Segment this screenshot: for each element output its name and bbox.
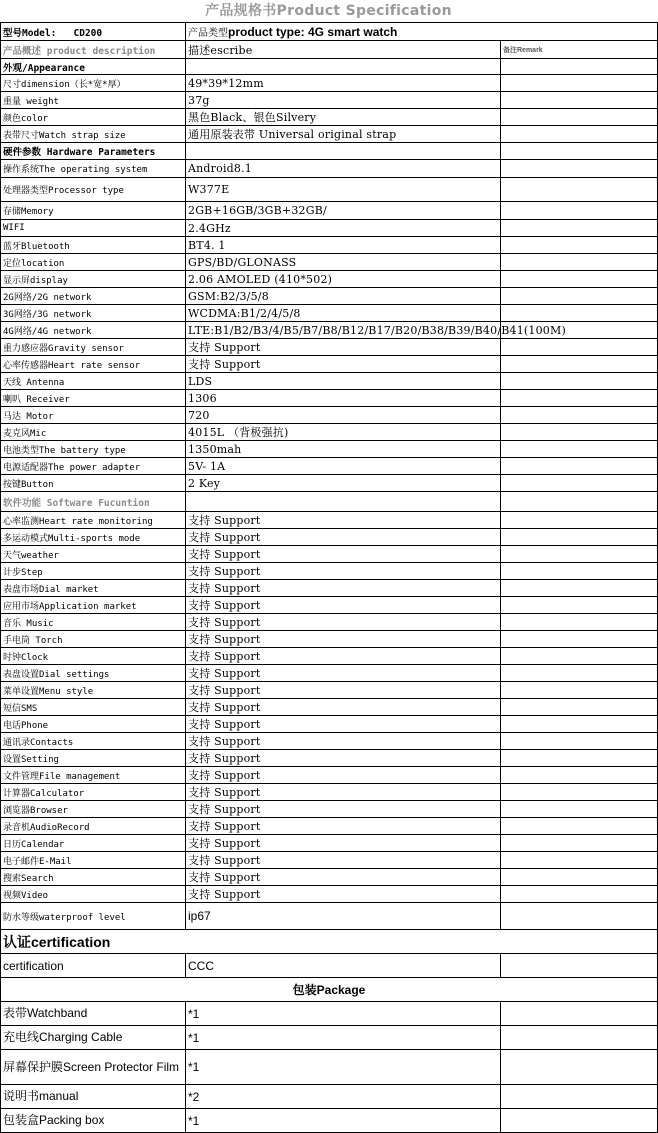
software-label: 应用市场Application market: [1, 597, 186, 614]
software-row: [1, 716, 658, 733]
appearance-value: 通用原装表带 Universal original strap: [186, 126, 501, 143]
software-row: [1, 631, 658, 648]
hardware-section-blank-3: [501, 143, 658, 160]
software-section-blank-2: [186, 492, 501, 512]
software-row: [1, 529, 658, 546]
hardware-row: [1, 288, 658, 305]
package-title: 包装Package: [1, 978, 658, 1002]
appearance-value: 黑色Black、银色Silvery: [186, 109, 501, 126]
overview-label: 产品概述 product description: [1, 41, 186, 59]
model-value: CD200: [73, 27, 103, 39]
software-remark: [501, 801, 658, 818]
hardware-label: 马达 Motor: [1, 407, 186, 424]
appearance-value: 37g: [186, 92, 501, 109]
hardware-label: 蓝牙Bluetooth: [1, 237, 186, 254]
package-row: [1, 1109, 658, 1133]
package-label: 表带Watchband: [1, 1002, 186, 1026]
software-label: 多运动模式Multi-sports mode: [1, 529, 186, 546]
software-value: 支持 Support: [186, 784, 501, 801]
software-row: [1, 835, 658, 852]
package-value: *1: [186, 1050, 501, 1085]
software-value: 支持 Support: [186, 716, 501, 733]
hardware-value: 2GB+16GB/3GB+32GB/: [186, 202, 501, 220]
certification-remark: [501, 954, 658, 978]
software-section-blank-3: [501, 492, 658, 512]
software-remark: [501, 614, 658, 631]
appearance-row: [1, 92, 658, 109]
hardware-remark: [501, 441, 658, 458]
hardware-value: LTE:B1/B2/B3/4/B5/B7/B8/B12/B17/B20/B38/B39/B40/B41(100M): [186, 322, 501, 339]
remark-header: 备注Remark: [501, 41, 658, 59]
hardware-section-title: 硬件参数 Hardware Parameters: [1, 143, 186, 160]
software-value: 支持 Support: [186, 835, 501, 852]
software-remark: [501, 784, 658, 801]
hardware-remark: [501, 390, 658, 407]
hardware-remark: [501, 220, 658, 237]
hardware-value: 支持 Support: [186, 356, 501, 373]
hardware-value: 5V- 1A: [186, 458, 501, 475]
software-label: 短信SMS: [1, 699, 186, 716]
software-remark: [501, 665, 658, 682]
software-remark: [501, 886, 658, 903]
hardware-row: [1, 339, 658, 356]
hardware-row: [1, 237, 658, 254]
certification-title: 认证certification: [1, 930, 658, 954]
package-value: *2: [186, 1085, 501, 1109]
software-label: 天气weather: [1, 546, 186, 563]
package-label: 屏幕保护膜Screen Protector Film: [1, 1050, 186, 1085]
software-label: 表盘设置Dial settings: [1, 665, 186, 682]
software-remark: [501, 699, 658, 716]
package-remark: [501, 1109, 658, 1133]
appearance-remark: [501, 92, 658, 109]
software-value: 支持 Support: [186, 580, 501, 597]
software-row: [1, 886, 658, 903]
software-remark: [501, 512, 658, 529]
hardware-label: 操作系统The operating system: [1, 160, 186, 178]
hardware-label: 电源适配器The power adapter: [1, 458, 186, 475]
hardware-value: 2.4GHz: [186, 220, 501, 237]
software-row: [1, 546, 658, 563]
hardware-label: 重力感应器Gravity sensor: [1, 339, 186, 356]
overview-row: [1, 41, 658, 59]
hardware-row: [1, 254, 658, 271]
software-remark: [501, 682, 658, 699]
software-label: 文件管理File management: [1, 767, 186, 784]
hardware-label: 麦克风Mic: [1, 424, 186, 441]
software-value: 支持 Support: [186, 801, 501, 818]
software-label: 计步Step: [1, 563, 186, 580]
software-label: 计算器Calculator: [1, 784, 186, 801]
software-remark: [501, 818, 658, 835]
hardware-row: [1, 322, 658, 339]
software-label: 电话Phone: [1, 716, 186, 733]
hardware-row: [1, 373, 658, 390]
software-remark: [501, 716, 658, 733]
certification-value: CCC: [186, 954, 501, 978]
hardware-value: WCDMA:B1/2/4/5/8: [186, 305, 501, 322]
software-remark: [501, 580, 658, 597]
hardware-label: 4G网络/4G network: [1, 322, 186, 339]
package-label: 包装盒Packing box: [1, 1109, 186, 1133]
software-remark: [501, 563, 658, 580]
certification-row: [1, 954, 658, 978]
package-value: *1: [186, 1026, 501, 1050]
document-title: 产品规格书Product Specification: [205, 3, 452, 19]
package-label: 说明书manual: [1, 1085, 186, 1109]
hardware-remark: [501, 237, 658, 254]
software-value: 支持 Support: [186, 512, 501, 529]
software-section-title: 软件功能 Software Fucuntion: [1, 492, 186, 512]
hardware-remark: [501, 407, 658, 424]
hardware-value: GSM:B2/3/5/8: [186, 288, 501, 305]
hardware-value: GPS/BD/GLONASS: [186, 254, 501, 271]
appearance-remark: [501, 75, 658, 92]
package-value: *1: [186, 1002, 501, 1026]
hardware-remark: [501, 271, 658, 288]
software-value: 支持 Support: [186, 631, 501, 648]
software-label: 视频Video: [1, 886, 186, 903]
model-label: 型号Model:: [3, 27, 57, 39]
package-section: [1, 978, 658, 1002]
software-row: [1, 869, 658, 886]
hardware-value: 1350mah: [186, 441, 501, 458]
package-row: [1, 1085, 658, 1109]
software-row: [1, 750, 658, 767]
package-remark: [501, 1085, 658, 1109]
software-remark: [501, 852, 658, 869]
hardware-value: 1306: [186, 390, 501, 407]
software-row: [1, 801, 658, 818]
software-row: [1, 733, 658, 750]
appearance-row: [1, 75, 658, 92]
certification-label: certification: [1, 954, 186, 978]
hardware-section-blank-2: [186, 143, 501, 160]
software-value: 支持 Support: [186, 733, 501, 750]
hardware-row: [1, 202, 658, 220]
appearance-section-blank-2: [186, 59, 501, 75]
product-type-value: product type: 4G smart watch: [228, 25, 398, 39]
hardware-row: [1, 220, 658, 237]
package-row: [1, 1050, 658, 1085]
waterproof-value: ip67: [186, 903, 501, 930]
hardware-label: 电池类型The battery type: [1, 441, 186, 458]
package-remark: [501, 1002, 658, 1026]
software-label: 浏览器Browser: [1, 801, 186, 818]
software-label: 搜索Search: [1, 869, 186, 886]
hardware-remark: [501, 339, 658, 356]
software-row: [1, 699, 658, 716]
hardware-label: 喇叭 Receiver: [1, 390, 186, 407]
hardware-remark: [501, 475, 658, 492]
software-section: [1, 492, 658, 512]
software-value: 支持 Support: [186, 682, 501, 699]
software-row: [1, 784, 658, 801]
hardware-label: 定位location: [1, 254, 186, 271]
package-remark: [501, 1050, 658, 1085]
software-label: 表盘市场Dial market: [1, 580, 186, 597]
software-remark: [501, 546, 658, 563]
software-remark: [501, 529, 658, 546]
software-row: [1, 818, 658, 835]
appearance-section-blank-3: [501, 59, 658, 75]
software-remark: [501, 733, 658, 750]
spec-table-body: [1, 23, 658, 1133]
product-type-label: 产品类型: [188, 28, 228, 39]
software-row: [1, 682, 658, 699]
package-row: [1, 1026, 658, 1050]
appearance-remark: [501, 126, 658, 143]
software-label: 心率监测Heart rate monitoring: [1, 512, 186, 529]
spec-table: [0, 22, 658, 1133]
appearance-label: 颜色color: [1, 109, 186, 126]
package-value: *1: [186, 1109, 501, 1133]
hardware-value: 2 Key: [186, 475, 501, 492]
hardware-remark: [501, 288, 658, 305]
model-row: [1, 23, 658, 41]
software-row: [1, 852, 658, 869]
software-value: 支持 Support: [186, 818, 501, 835]
hardware-remark: [501, 424, 658, 441]
software-value: 支持 Support: [186, 869, 501, 886]
hardware-value: 4015L （背极强抗): [186, 424, 501, 441]
waterproof-label: 防水等级waterproof level: [1, 903, 186, 930]
hardware-label: 天线 Antenna: [1, 373, 186, 390]
hardware-row: [1, 178, 658, 202]
software-label: 音乐 Music: [1, 614, 186, 631]
hardware-remark: [501, 178, 658, 202]
hardware-row: [1, 407, 658, 424]
software-row: [1, 512, 658, 529]
appearance-row: [1, 126, 658, 143]
hardware-value: BT4. 1: [186, 237, 501, 254]
software-value: 支持 Support: [186, 546, 501, 563]
hardware-label: 心率传感器Heart rate sensor: [1, 356, 186, 373]
software-row: [1, 597, 658, 614]
certification-section: [1, 930, 658, 954]
software-remark: [501, 869, 658, 886]
software-remark: [501, 597, 658, 614]
hardware-remark: [501, 254, 658, 271]
hardware-label: 显示屏display: [1, 271, 186, 288]
hardware-value: Android8.1: [186, 160, 501, 178]
hardware-value: 支持 Support: [186, 339, 501, 356]
hardware-label: 存储Memory: [1, 202, 186, 220]
software-value: 支持 Support: [186, 665, 501, 682]
software-label: 日历Calendar: [1, 835, 186, 852]
hardware-label: 处理器类型Processor type: [1, 178, 186, 202]
software-value: 支持 Support: [186, 767, 501, 784]
software-label: 手电筒 Torch: [1, 631, 186, 648]
waterproof-remark: [501, 903, 658, 930]
software-row: [1, 614, 658, 631]
software-value: 支持 Support: [186, 529, 501, 546]
appearance-label: 表带尺寸Watch strap size: [1, 126, 186, 143]
software-label: 通讯录Contacts: [1, 733, 186, 750]
software-label: 设置Setting: [1, 750, 186, 767]
appearance-row: [1, 109, 658, 126]
software-value: 支持 Support: [186, 563, 501, 580]
hardware-row: [1, 441, 658, 458]
hardware-label: 3G网络/3G network: [1, 305, 186, 322]
software-row: [1, 648, 658, 665]
hardware-row: [1, 424, 658, 441]
hardware-label: WIFI: [1, 220, 186, 237]
appearance-value: 49*39*12mm: [186, 75, 501, 92]
package-row: [1, 1002, 658, 1026]
hardware-remark: [501, 356, 658, 373]
package-label: 充电线Charging Cable: [1, 1026, 186, 1050]
software-remark: [501, 750, 658, 767]
hardware-value: 720: [186, 407, 501, 424]
software-label: 菜单设置Menu style: [1, 682, 186, 699]
hardware-remark: [501, 202, 658, 220]
software-value: 支持 Support: [186, 597, 501, 614]
software-value: 支持 Support: [186, 648, 501, 665]
hardware-value: 2.06 AMOLED (410*502): [186, 271, 501, 288]
software-remark: [501, 835, 658, 852]
software-remark: [501, 767, 658, 784]
appearance-label: 重量 weight: [1, 92, 186, 109]
hardware-label: 2G网络/2G network: [1, 288, 186, 305]
hardware-value: W377E: [186, 178, 501, 202]
waterproof-row: [1, 903, 658, 930]
software-label: 时钟Clock: [1, 648, 186, 665]
hardware-remark: [501, 305, 658, 322]
package-remark: [501, 1026, 658, 1050]
software-value: 支持 Support: [186, 699, 501, 716]
hardware-row: [1, 271, 658, 288]
software-row: [1, 767, 658, 784]
appearance-section: [1, 59, 658, 75]
hardware-value: LDS: [186, 373, 501, 390]
software-remark: [501, 631, 658, 648]
hardware-row: [1, 390, 658, 407]
software-value: 支持 Support: [186, 614, 501, 631]
overview-describe: 描述escribe: [186, 41, 501, 59]
hardware-row: [1, 160, 658, 178]
software-label: 录音机AudioRecord: [1, 818, 186, 835]
appearance-remark: [501, 109, 658, 126]
software-value: 支持 Support: [186, 886, 501, 903]
hardware-remark: [501, 458, 658, 475]
software-value: 支持 Support: [186, 852, 501, 869]
appearance-section-title: 外观/Appearance: [1, 59, 186, 75]
software-value: 支持 Support: [186, 750, 501, 767]
hardware-row: [1, 458, 658, 475]
hardware-row: [1, 356, 658, 373]
hardware-remark: [501, 160, 658, 178]
hardware-section: [1, 143, 658, 160]
hardware-remark: [501, 373, 658, 390]
hardware-row: [1, 305, 658, 322]
hardware-row: [1, 475, 658, 492]
software-label: 电子邮件E-Mail: [1, 852, 186, 869]
software-row: [1, 563, 658, 580]
software-row: [1, 665, 658, 682]
software-remark: [501, 648, 658, 665]
hardware-label: 按键Button: [1, 475, 186, 492]
appearance-label: 尺寸dimension（长*宽*厚）: [1, 75, 186, 92]
software-row: [1, 580, 658, 597]
